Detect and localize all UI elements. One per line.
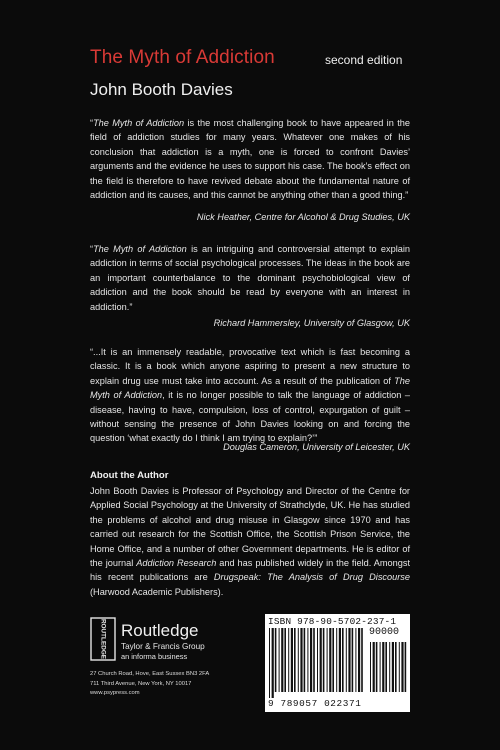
review-attribution-1: Nick Heather, Centre for Alcohol & Drug Studies, UK [196,212,410,222]
barcode-bar [281,628,283,692]
barcode-bar [304,628,306,692]
barcode-bar [382,642,384,692]
routledge-logo-icon [90,617,116,661]
quote-text: “...It is an immensely readable, provocative text which is fast becoming a classic. It is a book which anyone aspiring to present a new structure to explain drug use must take into account. As a result of the publication of [90,347,410,386]
open-quote-mark: “ [90,118,94,128]
barcode-bar [339,628,341,692]
journal-title: Addiction Research [136,558,217,569]
barcode-bar [355,628,356,692]
barcode-bar [401,642,403,692]
barcode-bar [291,628,293,692]
barcode-bar [358,628,360,692]
open-quote-mark: “ [90,244,94,254]
address-line-2: 711 Third Avenue, New York, NY 10017 [90,680,192,687]
barcode-bar [307,628,308,692]
publisher-business: an informa business [121,652,188,661]
address-line-1: 27 Church Road, Hove, East Sussex BN3 2FA [90,671,210,677]
quote-book-title: The Myth of Addiction [90,375,410,401]
barcode-bar [385,642,387,692]
barcode-bar [298,628,299,692]
quote-book-title: The Myth of Addiction [93,118,185,128]
addon-barcode-bars [369,642,407,698]
barcode-bar [320,628,322,692]
logo-vertical-text: ROUTLEDGE [99,618,107,660]
review-quote-2 [90,242,410,314]
isbn-number: ISBN 978-90-5702-237-1 [268,616,397,627]
book-title: The Myth of Addiction [90,47,275,68]
barcode-bar [269,628,270,698]
ean-barcode-bars [268,628,366,698]
barcode-bar [279,628,280,692]
quote-book-title: The Myth of Addiction [93,244,187,254]
book-title-ref: Drugspeak: The Analysis of Drug Discourse [213,572,410,583]
review-attribution-2: Richard Hammersley, University of Glasgow, UK [213,318,410,328]
barcode-bar [332,628,334,692]
about-text-part: and has published widely in the field. Amongst his recent publications are [90,558,410,583]
publisher-name: Routledge [121,621,199,640]
barcode-bar [373,642,375,692]
review-attribution-3: Douglas Cameron, University of Leicester, UK [223,442,410,452]
barcode-bar [389,642,390,692]
ean-number [268,698,361,709]
quote-text: is the most challenging book to have appeared in the field of addiction studies for many years. Whatever one makes of his conclusion that addiction is a myth, one is forced to confront Davies’ arguments and the evidence he uses to support his case. The book’s effect on the field is therefore to have revived debate about the fundamental nature of addiction and its causes, and this cannot be anything other than a good thing.” [90,118,410,201]
about-text-part: (Harwood Academic Publishers). [90,586,224,597]
review-quote-1 [90,116,410,202]
isbn-barcode [265,614,410,712]
barcode-bar [288,628,289,692]
publisher-website: www.psypress.com [90,690,140,697]
barcode-bar [317,628,318,692]
ean-group-2: 022371 [324,698,362,709]
about-author-heading: About the Author [90,470,169,481]
barcode-bar [329,628,331,692]
barcode-bar [392,642,394,692]
barcode-bar [336,628,337,692]
barcode-bar [300,628,302,692]
barcode-bar [327,628,328,692]
publisher-address [90,670,209,699]
review-quote-3 [90,345,410,446]
barcode-bar [405,642,407,692]
edition-label: second edition [325,53,403,67]
barcode-bar [346,628,347,692]
ean-first-digit: 9 [268,698,275,709]
barcode-bar [310,628,312,692]
barcode-bar [380,642,381,692]
about-text-part: John Booth Davies is Professor of Psychology and Director of the Centre for Applied Social Psychology at the University of Strathclyde, UK. He has studied the problems of alcohol and drug misuse in Glasgow since 1970 and has carried out research for the Scottish Office, the Scottish Prison Service, the Home Office, and a number of other Government departments. He is editor of the journal [90,486,410,569]
quote-text: is an intriguing and controversial attempt to explain addiction in terms of social psychological processes. The ideas in the book are an important counterbalance to the dominant psychobiological view of addiction and the book should be read by everyone with an interest in addiction.” [90,244,411,312]
author-name: John Booth Davies [90,80,233,99]
barcode-bar [323,628,325,692]
barcode-bar [342,628,344,692]
barcode-bar [395,642,397,692]
barcode-bar [399,642,400,692]
barcode-bar [272,628,274,698]
barcode-bar [284,628,286,692]
about-author-text [90,484,410,599]
publisher-group: Taylor & Francis Group [121,642,205,651]
barcode-bar [275,628,277,692]
ean-group-1: 789057 [280,698,318,709]
barcode-bar [294,628,296,692]
barcode-bar [370,642,371,692]
barcode-bar [352,628,354,692]
barcode-bar [361,628,363,692]
addon-number: 90000 [369,627,400,638]
barcode-bar [313,628,315,692]
barcode-bar [376,642,378,692]
quote-text: , it is no longer possible to talk the language of addiction – disease, having to have, compulsion, loss of control, expurgation of guilt – without sensing the presence of John Davies looking on and forcing the question ‘what exactly do I think I am trying to explain?’” [90,390,410,444]
barcode-bar [348,628,350,692]
